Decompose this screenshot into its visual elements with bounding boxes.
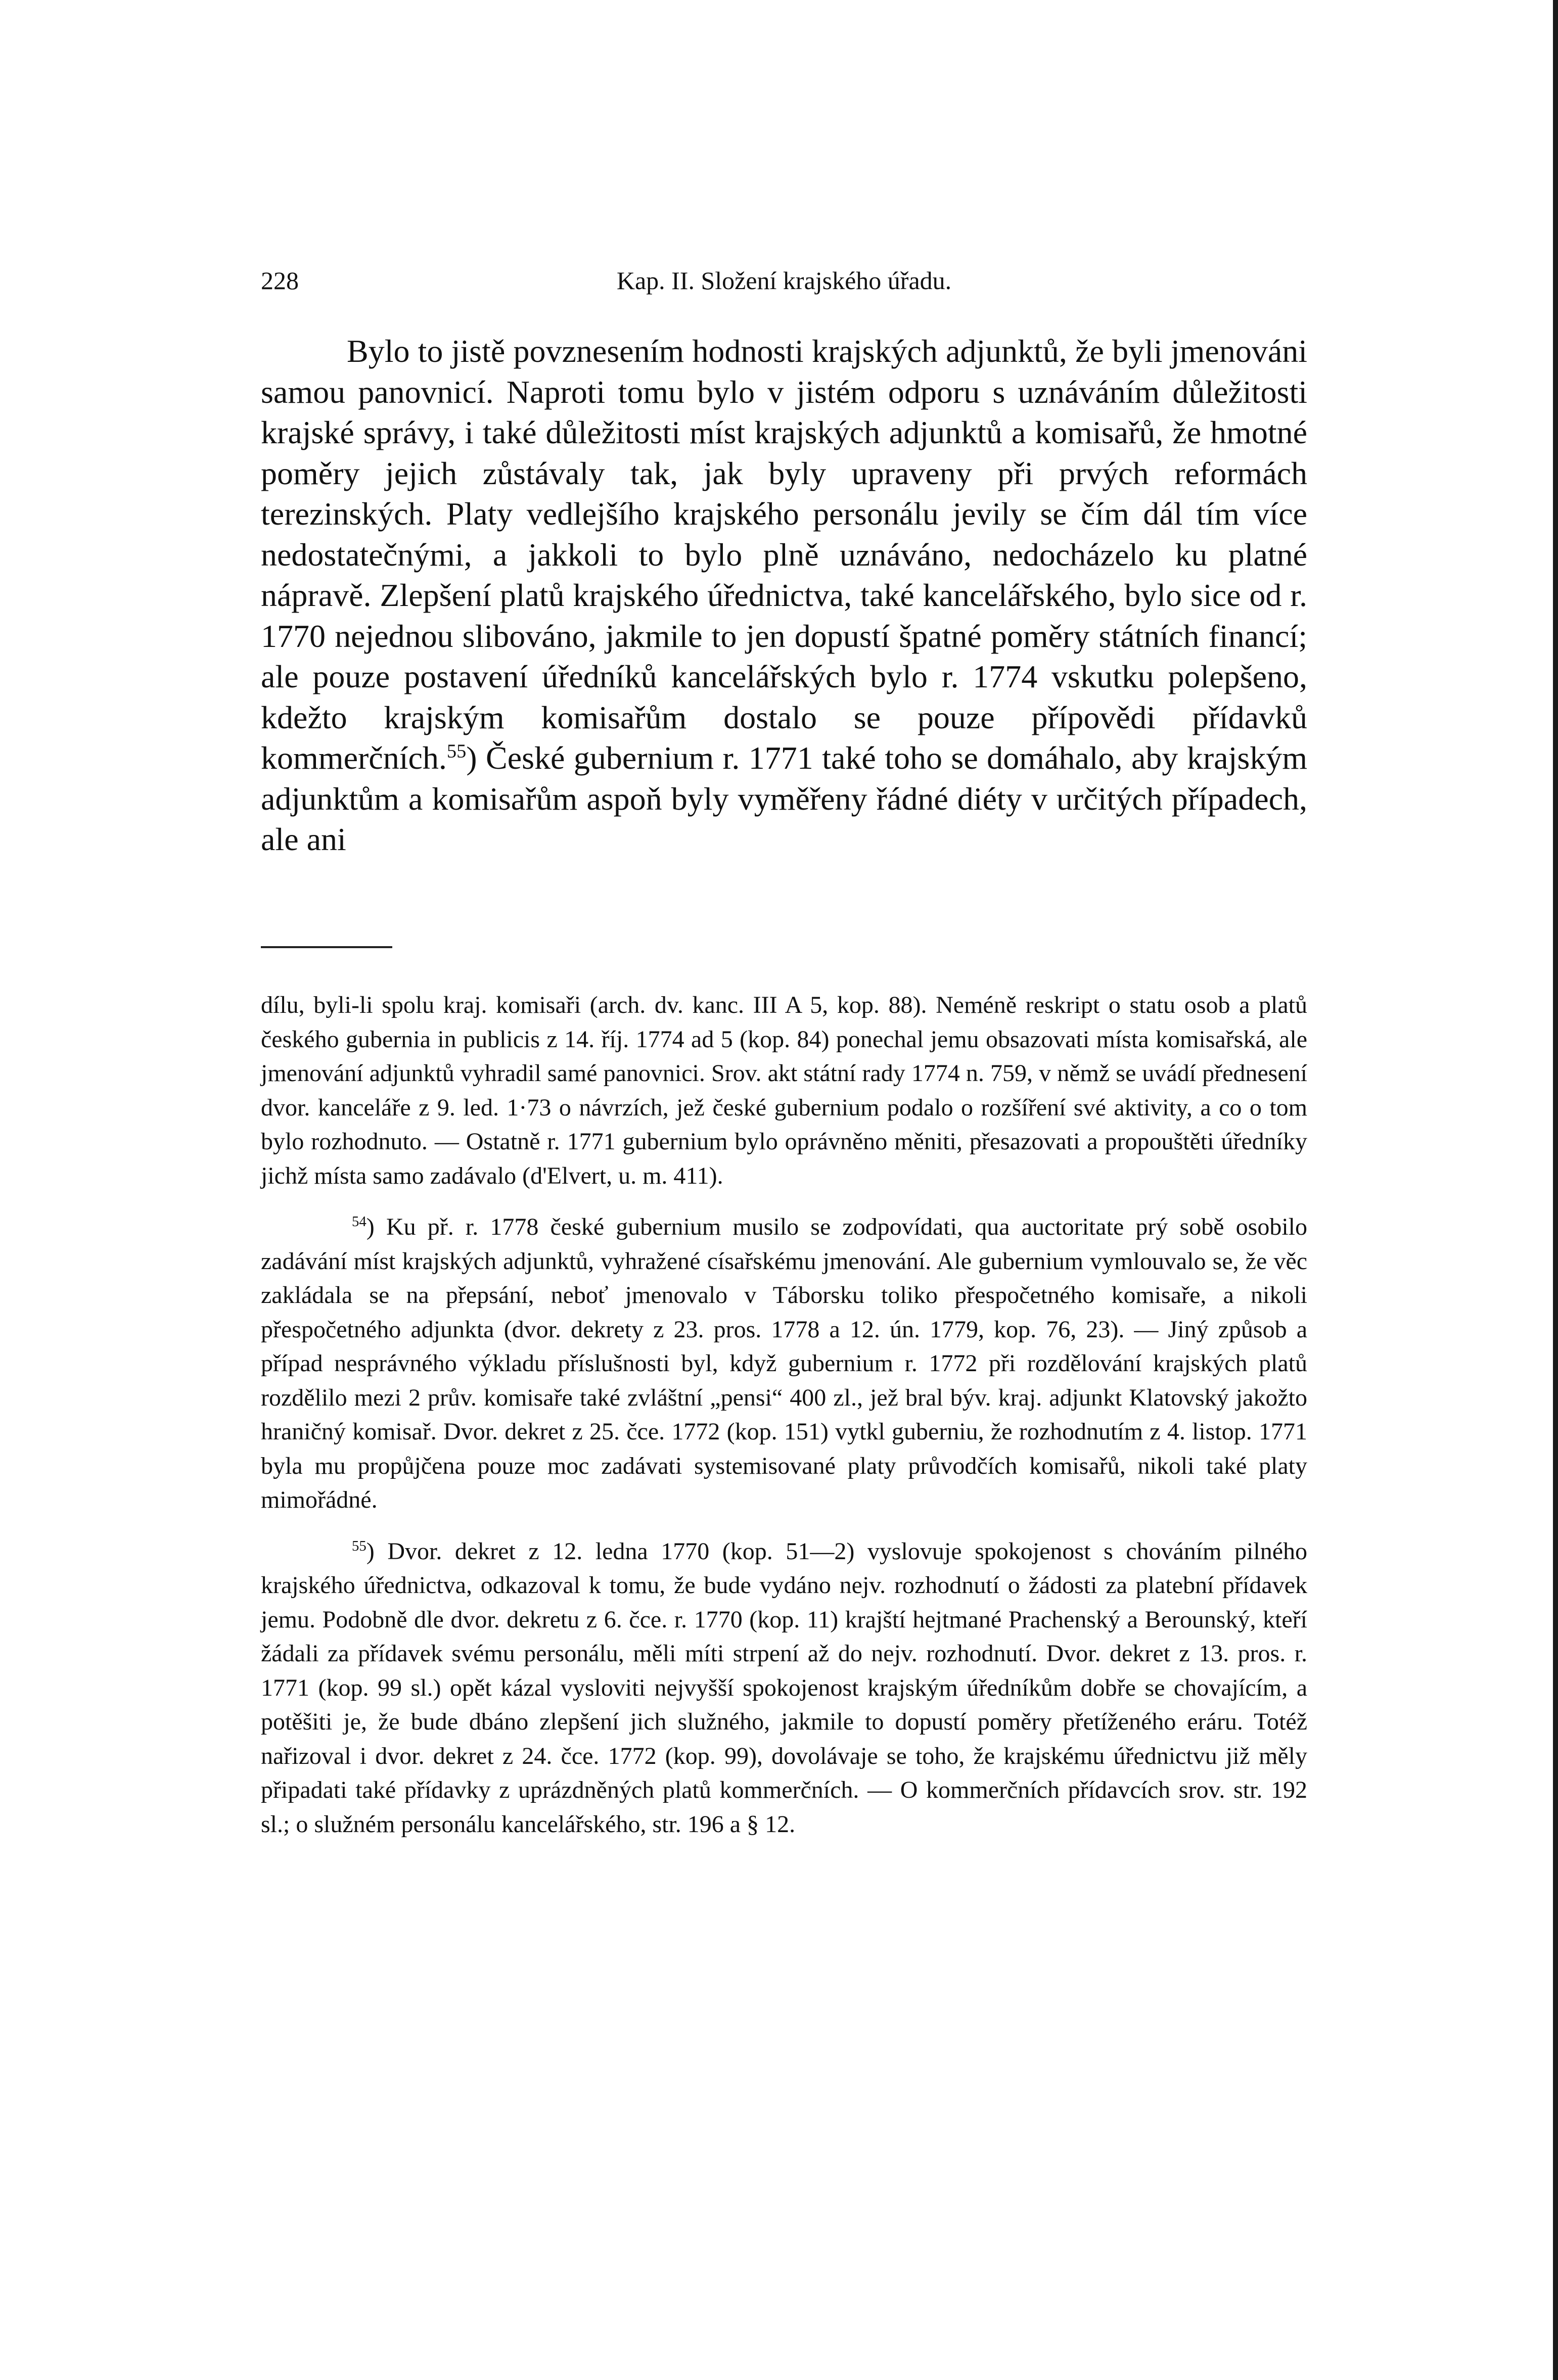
footnote-text: ) Dvor. dekret z 12. ledna 1770 (kop. 51—2) vyslovuje spokojenost s chováním pilného krajského úřednictva, odkazoval k tomu, že bude vydáno nejv. rozhodnutí o žádosti za platební přídavek jemu. Podobně dle dvor. dekretu z 6. čce. r. 1770 (kop. 11) krajští hejtmané Prachenský a Berounský, kteří žádali za přídavek svému personálu, měli míti strpení až do nejv. rozhodnutí. Dvor. dekret z 13. pros. r. 1771 (kop. 99 sl.) opět kázal vysloviti nejvyšší spokojenost krajským úředníkům dobře se chovajícím, a potěšiti je, že bude dbáno zlepšení jich služného, jakmile to dopustí poměry přetíženého eráru. Totéž nařizoval i dvor. dekret z 24. čce. 1772 (kop. 99), dovolávaje se toho, že krajskému úřednictvu již měly připadati také přídavky z uprázdněných platů kommerčních. — O kommerčních přídavcích srov. str. 192 sl.; o služném personálu kancelářského, str. 196 a § 12. (261, 1537, 1307, 1838)
footnote-continuation (261, 988, 1307, 1193)
footnote-text: dílu, byli-li spolu kraj. komisaři (arch. dv. kanc. III A 5, kop. 88). Neméně reskript o statu osob a platů českého gubernia in publicis z 14. říj. 1774 ad 5 (kop. 84) ponechal jemu obsazovati místa komisařská, ale jmenování adjunktů vyhradil samé panovnici. Srov. akt státní rady 1774 n. 759, v němž se uvádí přednesení dvor. kanceláře z 9. led. 1·73 o návrzích, jež české gubernium podalo o rozšíření své aktivity, a co o tom bylo rozhodnuto. — Ostatně r. 1771 gubernium bylo oprávněno měniti, přesazovati a propouštěti úředníky jichž místa samo zadávalo (d'Elvert, u. m. 411). (261, 992, 1307, 1189)
page-header (261, 263, 1307, 298)
main-paragraph-text-continued: ) České gubernium r. 1771 také toho se domáhalo, aby krajským adjunktům a komisařům aspoň byly vyměřeny řádné diéty v určitých případech, ale ani (261, 740, 1307, 857)
page-edge-shadow (1553, 0, 1558, 2380)
footnote-text: ) Ku př. r. 1778 české gubernium musilo se zodpovídati, qua auctoritate prý sobě osobilo zadávání míst krajských adjunktů, vyhražené císařskému jmenování. Ale gubernium vymlouvalo se, že věc zakládala se na přepsání, neboť jmenovalo v Táborsku toliko přespočetného komisaře, a nikoli přespočetného adjunkta (dvor. dekrety z 23. pros. 1778 a 12. ún. 1779, kop. 76, 23). — Jiný způsob a případ nesprávného výkladu příslušnosti byl, když gubernium r. 1772 při rozdělování krajských platů rozdělilo mezi 2 prův. komisaře také zvláštní „pensi“ 400 zl., jež bral býv. kraj. adjunkt Klatovský jakožto hraničný komisař. Dvor. dekret z 25. čce. 1772 (kop. 151) vytkl guberniu, že rozhodnutím z 4. listop. 1771 byla mu propůjčena pouze moc zadávati systemisované platy průvodčích komisařů, nikoli také platy mimořádné. (261, 1214, 1307, 1513)
page-number: 228 (261, 266, 299, 295)
running-title: Kap. II. Složení krajského úřadu. (616, 266, 952, 295)
footnote-separator (261, 946, 392, 948)
main-paragraph-text: Bylo to jistě povznesením hodnosti krajských adjunktů, že byli jmenováni samou panovnicí. Naproti tomu bylo v jistém odporu s uznáváním důležitosti krajské správy, i také důležitosti míst krajských adjunktů a komisařů, že hmotné poměry jejich zůstávaly tak, jak byly upraveny při prvých reformách terezinských. Platy vedlejšího krajského personálu jevily se čím dál tím více nedostatečnými, a jakkoli to bylo plně uznáváno, nedocházelo ku platné nápravě. Zlepšení platů krajského úřednictva, také kancelářského, bylo sice od r. 1770 nejednou slibováno, jakmile to jen dopustí špatné poměry státních financí; ale pouze postavení úředníků kancelářských bylo r. 1774 vskutku polepšeno, kdežto krajským komisařům dostalo se pouze přípovědi přídavků kommerčních. (261, 333, 1307, 776)
footnote-55 (261, 1534, 1307, 1842)
footnote-marker: 55 (352, 1537, 366, 1554)
footnote-reference: 55 (446, 740, 467, 762)
footnote-marker: 54 (352, 1214, 366, 1230)
footnote-54 (261, 1210, 1307, 1517)
main-paragraph (261, 331, 1307, 860)
footnotes-section (261, 988, 1307, 1858)
